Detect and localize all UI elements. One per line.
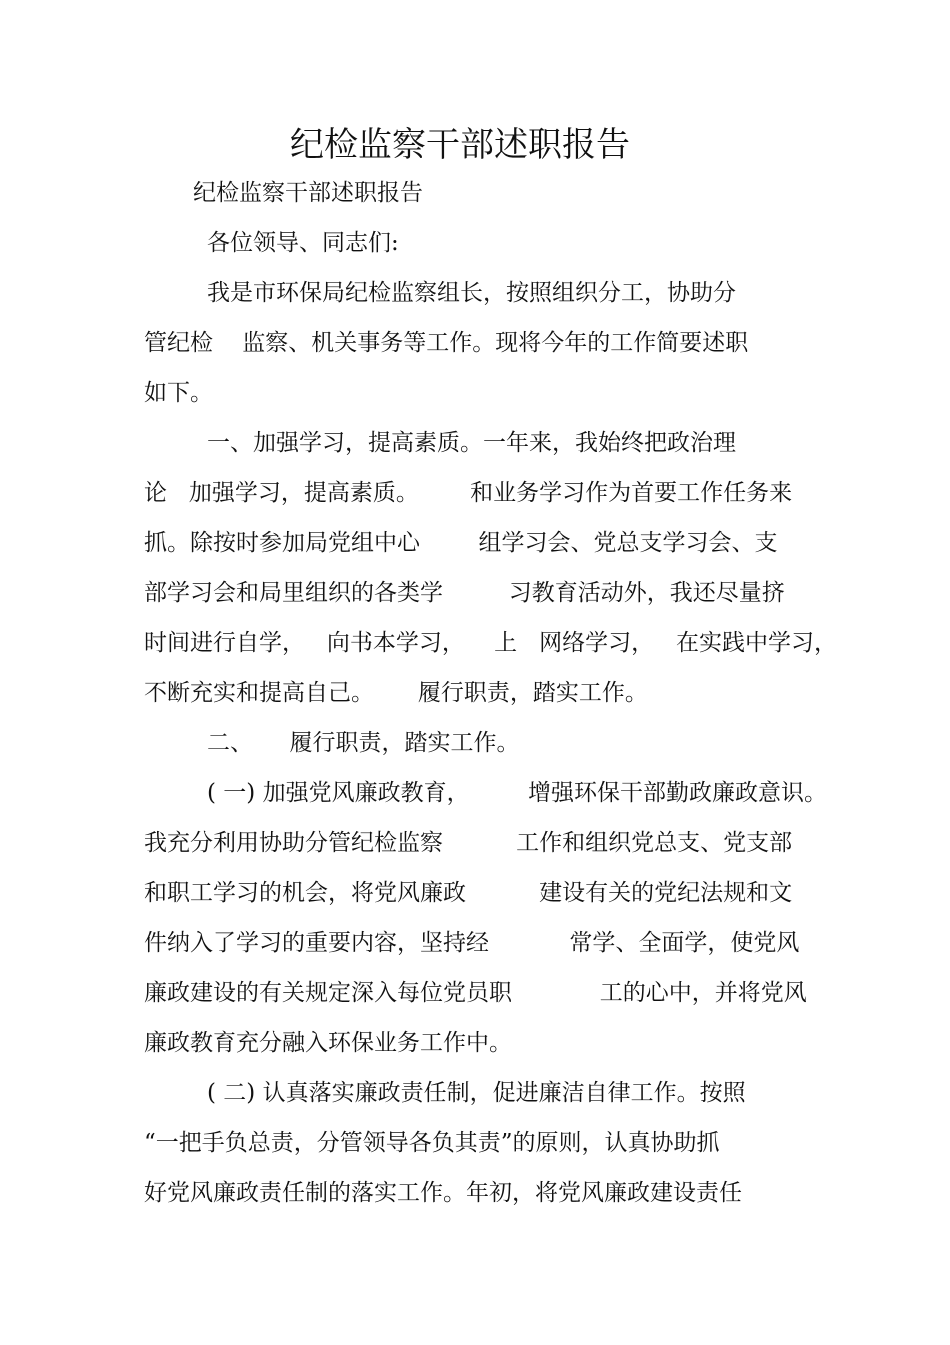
paragraph-line: 我是市环保局纪检监察组长，按照组织分工，协助分 xyxy=(207,280,736,306)
paragraph-line: 不断充实和提高自己。 履行职责，踏实工作。 xyxy=(144,680,648,706)
paragraph-line: “一把手负总责，分管领导各负其责”的原则，认真协助抓 xyxy=(144,1130,720,1156)
paragraph-line: ( 二) 认真落实廉政责任制，促进廉洁自律工作。按照 xyxy=(207,1080,746,1106)
paragraph-line: 廉政教育充分融入环保业务工作中。 xyxy=(144,1030,512,1056)
paragraph-line: 一、加强学习，提高素质。一年来，我始终把政治理 xyxy=(207,430,736,456)
document-title: 纪检监察干部述职报告 xyxy=(290,125,630,165)
paragraph-line: 时间进行自学， 向书本学习， 上 网络学习， 在实践中学习， xyxy=(144,630,838,656)
paragraph-line: 廉政建设的有关规定深入每位党员职 工的心中，并将党风 xyxy=(144,980,807,1006)
section-heading-line: 二、 履行职责，踏实工作。 xyxy=(207,730,520,756)
paragraph-line: 抓。除按时参加局党组中心 组学习会、党总支学习会、支 xyxy=(144,530,778,556)
paragraph-line: 件纳入了学习的重要内容，坚持经 常学、全面学，使党风 xyxy=(144,930,800,956)
subtitle-line: 纪检监察干部述职报告 xyxy=(193,180,423,206)
paragraph-line: 我充分利用协助分管纪检监察 工作和组织党总支、党支部 xyxy=(144,830,793,856)
paragraph-line: ( 一) 加强党风廉政教育， 增强环保干部勤政廉政意识。 xyxy=(207,780,828,806)
paragraph-line: 管纪检 监察、机关事务等工作。现将今年的工作简要述职 xyxy=(144,330,749,356)
paragraph-line: 论 加强学习，提高素质。 和业务学习作为首要工作任务来 xyxy=(144,480,793,506)
paragraph-line: 部学习会和局里组织的各类学 习教育活动外，我还尽量挤 xyxy=(144,580,785,606)
salutation-line: 各位领导、同志们: xyxy=(207,230,399,256)
paragraph-line: 和职工学习的机会，将党风廉政 建设有关的党纪法规和文 xyxy=(144,880,793,906)
paragraph-line: 好党风廉政责任制的落实工作。年初，将党风廉政建设责任 xyxy=(144,1180,742,1206)
paragraph-line: 如下。 xyxy=(144,380,213,406)
